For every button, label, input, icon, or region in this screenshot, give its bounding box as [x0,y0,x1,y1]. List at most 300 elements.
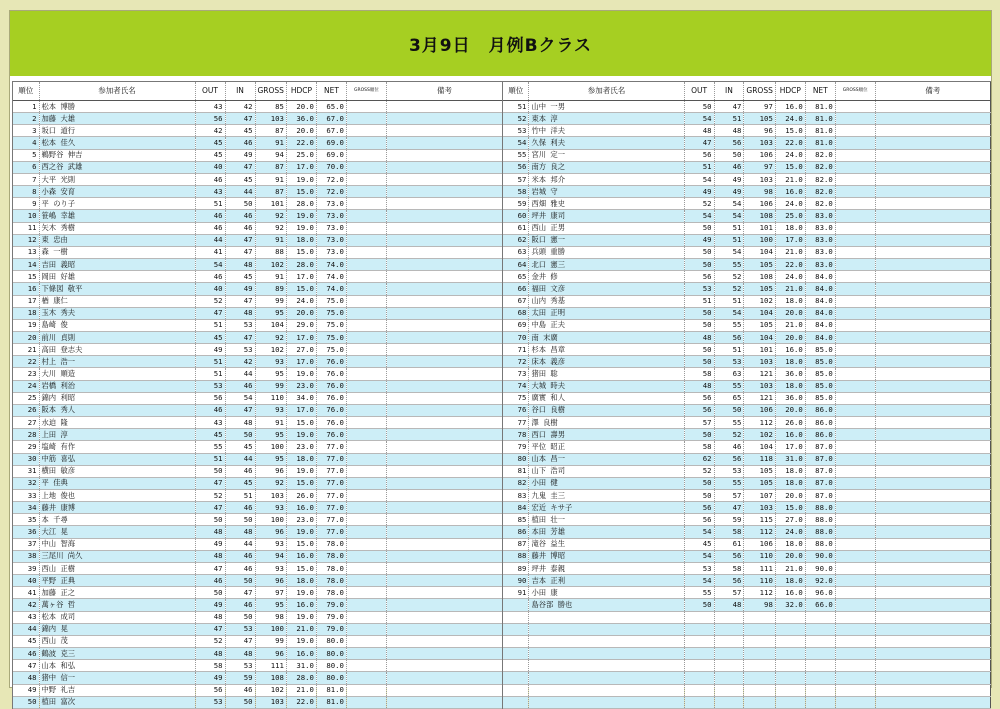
hdcp-cell: 20.0 [775,331,805,343]
remarks-cell [386,465,502,477]
gross-cell [744,635,775,647]
remarks-cell [386,550,502,562]
in-cell: 53 [225,319,255,331]
table-row [503,307,991,319]
rank-cell: 23 [13,368,39,380]
rank-cell: 63 [503,246,529,258]
rank-cell: 64 [503,259,529,271]
gross-cell: 105 [744,259,775,271]
in-cell: 46 [714,441,744,453]
table-row [503,684,991,696]
out-cell: 50 [684,477,714,489]
net-cell: 73.0 [316,210,346,222]
gross-rank-cell [346,125,386,137]
remarks-cell [386,404,502,416]
hdcp-cell: 19.0 [286,587,316,599]
name-cell: 太田 正明 [529,307,684,319]
table-row [503,465,991,477]
name-cell: 楢 康仁 [39,295,195,307]
gross-rank-cell [835,575,875,587]
out-cell: 55 [195,441,225,453]
name-cell: 藤井 康博 [39,502,195,514]
hdcp-cell: 19.0 [286,210,316,222]
hdcp-cell: 18.0 [775,477,805,489]
gross-rank-cell [835,611,875,623]
in-cell: 58 [714,526,744,538]
remarks-cell [386,344,502,356]
gross-cell: 104 [744,331,775,343]
gross-rank-cell [346,575,386,587]
in-cell: 58 [714,562,744,574]
in-cell: 46 [225,550,255,562]
in-cell: 45 [225,271,255,283]
hdcp-cell: 28.0 [286,198,316,210]
in-cell: 44 [225,538,255,550]
rank-cell: 21 [13,344,39,356]
gross-rank-cell [346,380,386,392]
net-cell: 78.0 [316,562,346,574]
hdcp-cell: 20.0 [286,125,316,137]
gross-rank-cell [346,672,386,684]
gross-cell: 104 [744,441,775,453]
remarks-cell [875,101,990,113]
gross-cell: 102 [255,259,286,271]
out-cell: 43 [195,101,225,113]
rank-cell: 56 [503,161,529,173]
remarks-cell [875,210,990,222]
in-cell: 56 [714,137,744,149]
hdcp-cell [775,696,805,708]
rank-cell: 75 [503,392,529,404]
name-cell: 谷口 良樹 [529,404,684,416]
out-cell: 46 [195,210,225,222]
rank-cell: 62 [503,234,529,246]
gross-cell: 108 [744,271,775,283]
rank-cell: 14 [13,259,39,271]
in-cell: 54 [714,246,744,258]
gross-rank-cell [835,550,875,562]
remarks-cell [386,259,502,271]
net-cell: 75.0 [316,295,346,307]
gross-cell [744,684,775,696]
name-cell: 西口 壽男 [529,429,684,441]
out-cell [684,684,714,696]
col-hdcp-header: HDCP [775,82,805,101]
in-cell: 48 [714,599,744,611]
remarks-cell [875,404,990,416]
hdcp-cell: 20.0 [775,307,805,319]
gross-rank-cell [835,429,875,441]
remarks-cell [875,623,990,635]
out-cell: 50 [684,259,714,271]
gross-cell: 99 [255,295,286,307]
net-cell: 83.0 [805,246,835,258]
rank-cell: 70 [503,331,529,343]
hdcp-cell [775,672,805,684]
name-cell: 平 のり子 [39,198,195,210]
out-cell: 50 [684,599,714,611]
gross-rank-cell [346,441,386,453]
remarks-cell [386,526,502,538]
remarks-cell [875,259,990,271]
gross-rank-cell [346,635,386,647]
hdcp-cell: 19.0 [286,526,316,538]
gross-cell: 112 [744,587,775,599]
out-cell: 54 [684,526,714,538]
out-cell: 47 [195,477,225,489]
remarks-cell [386,562,502,574]
name-cell: 加藤 正之 [39,587,195,599]
table-row [13,392,502,404]
col-gross-header: GROSS [255,82,286,101]
rank-cell: 24 [13,380,39,392]
remarks-cell [386,125,502,137]
table-row [503,453,991,465]
table-row [503,283,991,295]
hdcp-cell: 16.0 [286,550,316,562]
results-table-left [12,81,503,709]
net-cell: 81.0 [805,113,835,125]
net-cell: 69.0 [316,137,346,149]
out-cell: 54 [195,259,225,271]
gross-rank-cell [835,380,875,392]
out-cell: 49 [684,234,714,246]
gross-rank-cell [835,137,875,149]
net-cell: 83.0 [805,222,835,234]
net-cell: 76.0 [316,417,346,429]
net-cell: 72.0 [316,173,346,185]
in-cell: 51 [714,222,744,234]
net-cell: 76.0 [316,356,346,368]
name-cell: 杉本 昌章 [529,344,684,356]
out-cell: 56 [195,113,225,125]
gross-cell: 111 [255,660,286,672]
rank-cell: 66 [503,283,529,295]
table-row [503,210,991,222]
net-cell: 82.0 [805,149,835,161]
name-cell: 山本 和弘 [39,660,195,672]
rank-cell: 76 [503,404,529,416]
rank-cell: 28 [13,429,39,441]
remarks-cell [875,575,990,587]
name-cell: 島谷部 勝也 [529,599,684,611]
col-net-header: NET [316,82,346,101]
net-cell: 72.0 [316,186,346,198]
net-cell: 67.0 [316,125,346,137]
net-cell: 78.0 [316,550,346,562]
col-gross-header: GROSS [744,82,775,101]
out-cell: 46 [195,222,225,234]
gross-rank-cell [346,587,386,599]
gross-cell [744,611,775,623]
gross-rank-cell [835,635,875,647]
table-row [13,599,502,611]
rank-cell: 57 [503,173,529,185]
in-cell: 46 [225,502,255,514]
gross-rank-cell [835,441,875,453]
net-cell: 82.0 [805,186,835,198]
hdcp-cell: 17.0 [286,404,316,416]
table-row [13,101,502,113]
net-cell: 77.0 [316,502,346,514]
remarks-cell [875,490,990,502]
out-cell: 54 [684,173,714,185]
gross-cell: 95 [255,599,286,611]
rank-cell: 51 [503,101,529,113]
gross-rank-cell [835,198,875,210]
remarks-cell [875,526,990,538]
table-row [503,526,991,538]
hdcp-cell: 36.0 [775,368,805,380]
gross-cell: 87 [255,186,286,198]
hdcp-cell: 15.0 [286,283,316,295]
name-cell: 阪口 憲一 [529,234,684,246]
out-cell: 48 [195,526,225,538]
out-cell: 52 [195,295,225,307]
gross-rank-cell [346,137,386,149]
gross-rank-cell [835,660,875,672]
rank-cell: 55 [503,149,529,161]
net-cell [805,611,835,623]
col-hdcp-header: HDCP [286,82,316,101]
hdcp-cell: 15.0 [775,502,805,514]
gross-cell: 106 [744,198,775,210]
in-cell [714,611,744,623]
hdcp-cell: 17.0 [286,271,316,283]
name-cell: 本 千尋 [39,514,195,526]
gross-cell: 93 [255,562,286,574]
name-cell: 松本 博勝 [39,101,195,113]
remarks-cell [386,101,502,113]
hdcp-cell: 15.0 [286,246,316,258]
table-row [13,259,502,271]
out-cell: 56 [195,392,225,404]
gross-rank-cell [835,684,875,696]
table-row [13,587,502,599]
in-cell [714,648,744,660]
table-row [13,380,502,392]
name-cell: 小森 安育 [39,186,195,198]
table-row [503,575,991,587]
gross-rank-cell [835,319,875,331]
table-row [13,307,502,319]
remarks-cell [875,538,990,550]
rank-cell: 54 [503,137,529,149]
remarks-cell [386,161,502,173]
in-cell: 48 [225,259,255,271]
remarks-cell [875,125,990,137]
gross-cell: 99 [255,635,286,647]
in-cell: 61 [714,538,744,550]
name-cell: 山中 一男 [529,101,684,113]
hdcp-cell: 34.0 [286,392,316,404]
out-cell: 45 [195,331,225,343]
rank-cell: 67 [503,295,529,307]
gross-cell: 100 [255,623,286,635]
net-cell: 86.0 [805,404,835,416]
net-cell: 96.0 [805,587,835,599]
name-cell: 久保 利夫 [529,137,684,149]
gross-rank-cell [346,113,386,125]
name-cell: 高田 登志夫 [39,344,195,356]
net-cell: 81.0 [805,125,835,137]
table-row [13,271,502,283]
name-cell [529,672,684,684]
table-row [503,271,991,283]
remarks-cell [386,696,502,708]
in-cell: 46 [225,465,255,477]
gross-cell: 95 [255,368,286,380]
out-cell: 54 [684,113,714,125]
gross-cell: 96 [255,465,286,477]
hdcp-cell [775,611,805,623]
gross-cell: 97 [744,101,775,113]
remarks-cell [875,137,990,149]
in-cell: 52 [714,429,744,441]
remarks-cell [386,587,502,599]
rank-cell: 74 [503,380,529,392]
table-row [503,404,991,416]
gross-cell: 96 [744,125,775,137]
hdcp-cell: 28.0 [286,259,316,271]
gross-rank-cell [835,526,875,538]
gross-rank-cell [835,222,875,234]
hdcp-cell: 24.0 [775,149,805,161]
hdcp-cell: 24.0 [775,113,805,125]
hdcp-cell: 17.0 [286,331,316,343]
gross-cell: 99 [255,380,286,392]
in-cell [714,672,744,684]
in-cell: 44 [225,186,255,198]
out-cell: 51 [195,198,225,210]
rank-cell [503,660,529,672]
in-cell: 47 [225,246,255,258]
gross-rank-cell [835,161,875,173]
gross-cell: 105 [744,283,775,295]
gross-rank-cell [346,696,386,708]
hdcp-cell: 19.0 [286,368,316,380]
in-cell: 49 [714,186,744,198]
in-cell: 42 [225,101,255,113]
remarks-cell [875,684,990,696]
table-row [13,453,502,465]
rank-cell [503,684,529,696]
hdcp-cell: 16.0 [775,587,805,599]
name-cell: 床本 義彦 [529,356,684,368]
name-cell: 西山 正男 [529,222,684,234]
rank-cell: 19 [13,319,39,331]
out-cell: 50 [684,356,714,368]
gross-rank-cell [346,404,386,416]
hdcp-cell: 18.0 [286,453,316,465]
out-cell: 50 [195,514,225,526]
gross-cell: 104 [255,319,286,331]
net-cell: 75.0 [316,344,346,356]
rank-cell: 53 [503,125,529,137]
gross-rank-cell [346,331,386,343]
gross-cell: 89 [255,283,286,295]
table-row [503,672,991,684]
rank-cell: 89 [503,562,529,574]
remarks-cell [875,331,990,343]
gross-cell [744,623,775,635]
rank-cell: 43 [13,611,39,623]
in-cell: 59 [714,514,744,526]
table-row [503,429,991,441]
name-cell: 鵜野谷 伸吉 [39,149,195,161]
gross-cell: 94 [255,149,286,161]
in-cell: 63 [714,368,744,380]
gross-cell: 91 [255,271,286,283]
net-cell: 88.0 [805,526,835,538]
remarks-cell [386,441,502,453]
remarks-cell [875,186,990,198]
gross-rank-cell [835,186,875,198]
gross-rank-cell [835,587,875,599]
out-cell: 47 [195,307,225,319]
out-cell: 40 [195,161,225,173]
gross-cell: 91 [255,137,286,149]
net-cell: 66.0 [805,599,835,611]
remarks-cell [386,417,502,429]
net-cell: 84.0 [805,283,835,295]
gross-cell: 108 [744,210,775,222]
gross-rank-cell [346,611,386,623]
table-row [13,465,502,477]
net-cell: 79.0 [316,623,346,635]
name-cell: 山本 昌一 [529,453,684,465]
net-cell: 79.0 [316,611,346,623]
table-row [13,575,502,587]
name-cell: 坪井 康司 [529,210,684,222]
hdcp-cell: 25.0 [775,210,805,222]
rank-cell: 73 [503,368,529,380]
gross-cell: 87 [255,161,286,173]
rank-cell [503,672,529,684]
in-cell [714,660,744,672]
out-cell: 51 [684,295,714,307]
gross-cell: 103 [744,380,775,392]
name-cell: 吉本 正利 [529,575,684,587]
net-cell [805,635,835,647]
hdcp-cell: 19.0 [286,465,316,477]
table-row [503,331,991,343]
hdcp-cell: 26.0 [286,490,316,502]
gross-cell: 106 [744,404,775,416]
rank-cell: 44 [13,623,39,635]
gross-rank-cell [835,538,875,550]
table-row [503,319,991,331]
rank-cell: 71 [503,344,529,356]
net-cell: 76.0 [316,429,346,441]
remarks-cell [875,441,990,453]
hdcp-cell: 15.0 [775,125,805,137]
out-cell: 49 [684,186,714,198]
hdcp-cell: 20.0 [775,490,805,502]
gross-rank-cell [835,331,875,343]
net-cell: 88.0 [805,502,835,514]
name-cell: 萬ヶ谷 哲 [39,599,195,611]
net-cell: 73.0 [316,222,346,234]
hdcp-cell: 26.0 [775,417,805,429]
in-cell: 57 [714,490,744,502]
gross-rank-cell [346,101,386,113]
net-cell: 80.0 [316,672,346,684]
table-row [503,234,991,246]
hdcp-cell: 31.0 [286,660,316,672]
gross-cell: 103 [744,173,775,185]
gross-rank-cell [346,429,386,441]
